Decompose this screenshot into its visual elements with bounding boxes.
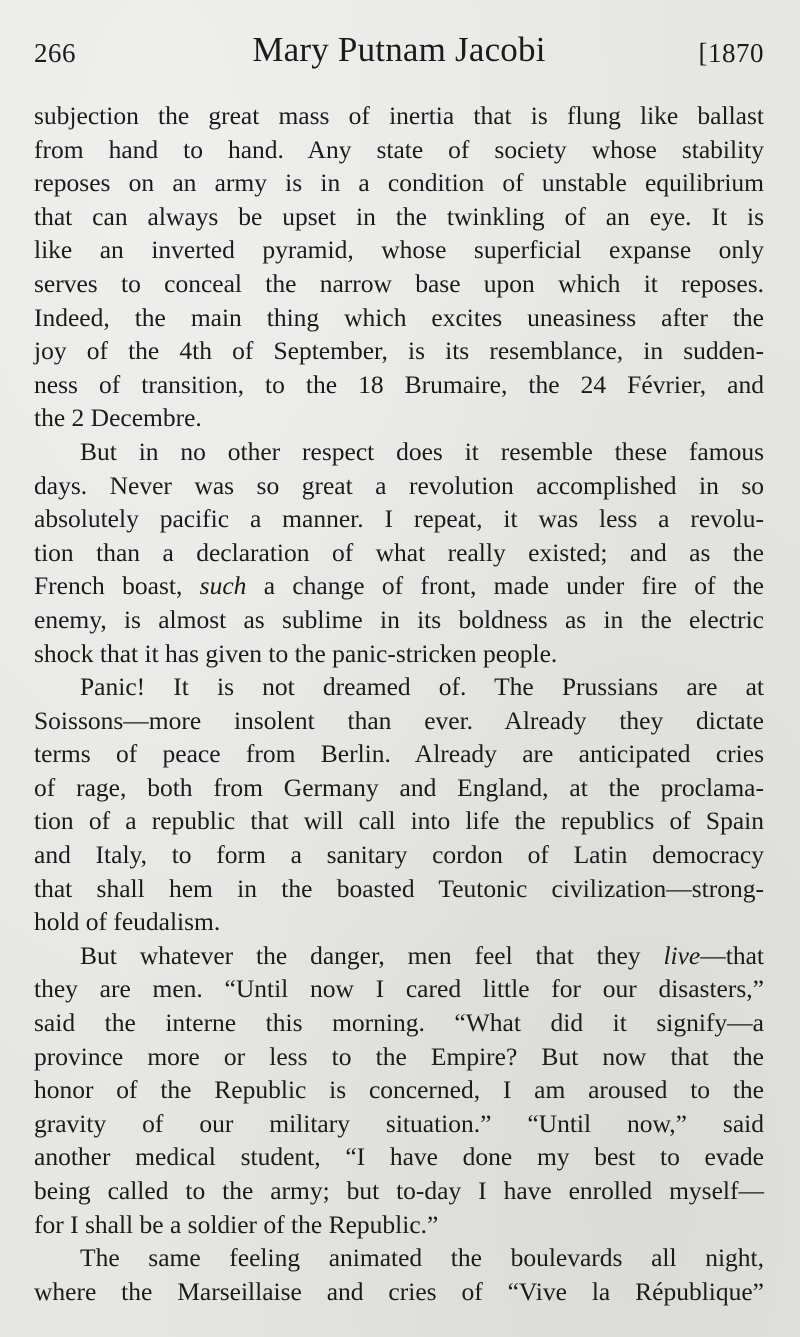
text-line: ness of transition, to the 18 Brumaire, the 24 Février, and: [34, 369, 764, 399]
body-text: [34, 99, 764, 1308]
text-line: said the interne this morning. “What did it signify—a: [34, 1008, 764, 1038]
page-header: [34, 30, 764, 80]
text-line: like an inverted pyramid, whose superficial expanse only: [34, 235, 764, 265]
text-line: But whatever the danger, men feel that they live—that: [80, 940, 764, 970]
text-line: for I shall be a soldier of the Republic.”: [34, 1209, 439, 1239]
running-title: Mary Putnam Jacobi: [252, 30, 546, 69]
text-line: that can always be upset in the twinkling of an eye. It is: [34, 201, 764, 231]
text-line: gravity of our military situation.” “Until now,” said: [34, 1108, 764, 1138]
text-line: serves to conceal the narrow base upon which it reposes.: [34, 268, 764, 298]
text-line: Panic! It is not dreamed of. The Prussians are at: [80, 672, 764, 702]
text-line: Soissons—more insolent than ever. Already they dictate: [34, 705, 764, 735]
text-line: Indeed, the main thing which excites uneasiness after the: [34, 302, 764, 332]
text-line: enemy, is almost as sublime in its boldness as in the electric: [34, 604, 764, 634]
text-line: from hand to hand. Any state of society whose stability: [34, 134, 764, 164]
text-line: of rage, both from Germany and England, at the proclama-: [34, 772, 764, 802]
page-number: 266: [34, 38, 76, 68]
text-line: subjection the great mass of inertia that is flung like ballast: [34, 101, 764, 130]
text-line: where the Marseillaise and cries of “Vive la République”: [34, 1276, 764, 1306]
year-marker: [1870: [698, 38, 764, 68]
text-line: another medical student, “I have done my best to evade: [34, 1142, 764, 1172]
text-line: French boast, such a change of front, made under fire of the: [34, 571, 764, 601]
text-line: being called to the army; but to-day I have enrolled myself—: [34, 1176, 764, 1205]
text-line: hold of feudalism.: [34, 907, 221, 937]
text-line: province more or less to the Empire? But now that the: [34, 1041, 764, 1071]
text-line: and Italy, to form a sanitary cordon of Latin democracy: [34, 840, 764, 870]
text-line: absolutely pacific a manner. I repeat, it was less a revolu-: [34, 504, 764, 534]
text-line: they are men. “Until now I cared little for our disasters,”: [34, 974, 764, 1004]
text-line: tion than a declaration of what really existed; and as the: [34, 537, 764, 567]
text-line: The same feeling animated the boulevards all night,: [80, 1243, 764, 1273]
text-line: shock that it has given to the panic-stricken people.: [34, 638, 558, 668]
text-line: days. Never was so great a revolution accomplished in so: [34, 470, 764, 500]
text-line: honor of the Republic is concerned, I am aroused to the: [34, 1075, 764, 1105]
text-line: reposes on an army is in a condition of unstable equilibrium: [34, 168, 764, 198]
text-line: the 2 Decembre.: [34, 403, 202, 433]
text-line: joy of the 4th of September, is its resemblance, in sudden-: [34, 336, 764, 366]
text-line: tion of a republic that will call into life the republics of Spain: [34, 806, 764, 836]
text-line: But in no other respect does it resemble these famous: [80, 436, 764, 466]
text-line: terms of peace from Berlin. Already are anticipated cries: [34, 739, 764, 769]
text-line: that shall hem in the boasted Teutonic civilization—strong-: [34, 873, 764, 903]
